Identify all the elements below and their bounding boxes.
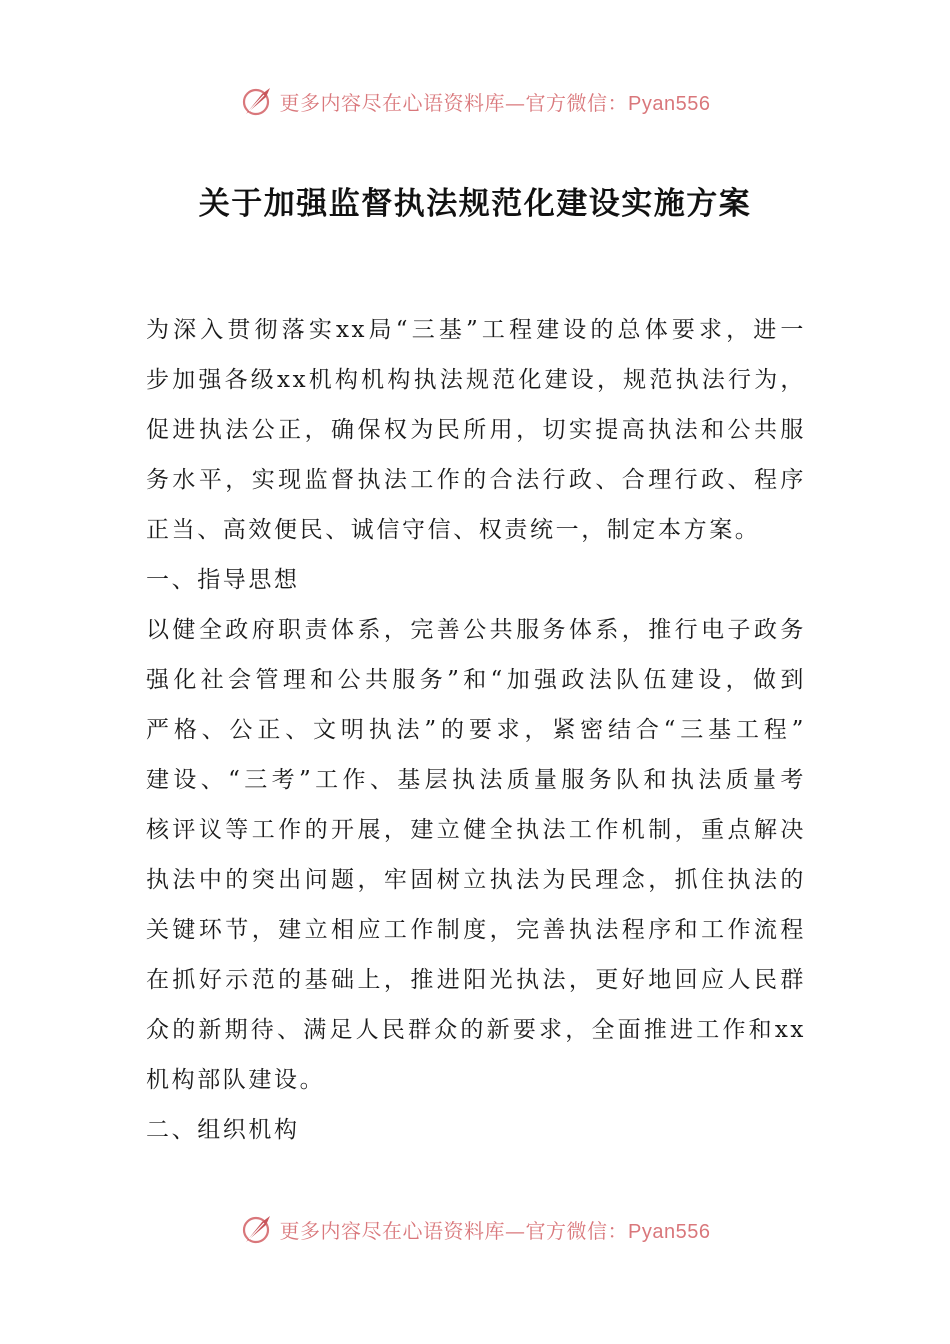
body-line: 核评议等工作的开展，建立健全执法工作机制，重点解决 xyxy=(146,817,806,843)
document-body xyxy=(146,305,806,1155)
body-line: 正当、高效便民、诚信守信、权责统一，制定本方案。 xyxy=(146,517,761,543)
body-line: 强化社会管理和公共服务”和“加强政法队伍建设，做到 xyxy=(146,667,806,693)
body-line: 步加强各级xx机构机构执法规范化建设，规范执法行为， xyxy=(146,367,806,393)
quill-pen-circle-logo xyxy=(240,1212,274,1246)
watermark-wechat-id: Pyan556 xyxy=(628,92,711,115)
document-title: 关于加强监督执法规范化建设实施方案 xyxy=(198,186,752,222)
section-heading: 二、组织机构 xyxy=(146,1117,300,1143)
body-line: 严格、公正、文明执法”的要求，紧密结合“三基工程” xyxy=(146,717,806,743)
watermark-wechat-id: Pyan556 xyxy=(628,1220,711,1243)
body-line: 在抓好示范的基础上，推进阳光执法，更好地回应人民群 xyxy=(146,967,806,993)
body-line: 建设、“三考”工作、基层执法质量服务队和执法质量考 xyxy=(146,767,806,793)
watermark-header xyxy=(0,84,950,118)
body-line: 为深入贯彻落实xx局“三基”工程建设的总体要求，进一 xyxy=(146,317,806,343)
section-heading: 一、指导思想 xyxy=(146,567,300,593)
watermark-footer xyxy=(0,1212,950,1246)
body-line: 机构部队建设。 xyxy=(146,1067,326,1093)
body-line: 促进执法公正，确保权为民所用，切实提高执法和公共服 xyxy=(146,417,806,443)
watermark-text: 更多内容尽在心语资料库—官方微信：Pyan556 xyxy=(279,1218,711,1243)
watermark-text: 更多内容尽在心语资料库—官方微信：Pyan556 xyxy=(279,90,711,115)
body-line: 执法中的突出问题，牢固树立执法为民理念，抓住执法的 xyxy=(146,867,806,893)
body-line: 众的新期待、满足人民群众的新要求，全面推进工作和xx xyxy=(146,1017,806,1043)
quill-pen-circle-logo xyxy=(240,84,274,118)
body-line: 以健全政府职责体系，完善公共服务体系，推行电子政务 xyxy=(146,617,806,643)
body-line: 关键环节，建立相应工作制度，完善执法程序和工作流程 xyxy=(146,917,806,943)
body-line: 务水平，实现监督执法工作的合法行政、合理行政、程序 xyxy=(146,467,806,493)
